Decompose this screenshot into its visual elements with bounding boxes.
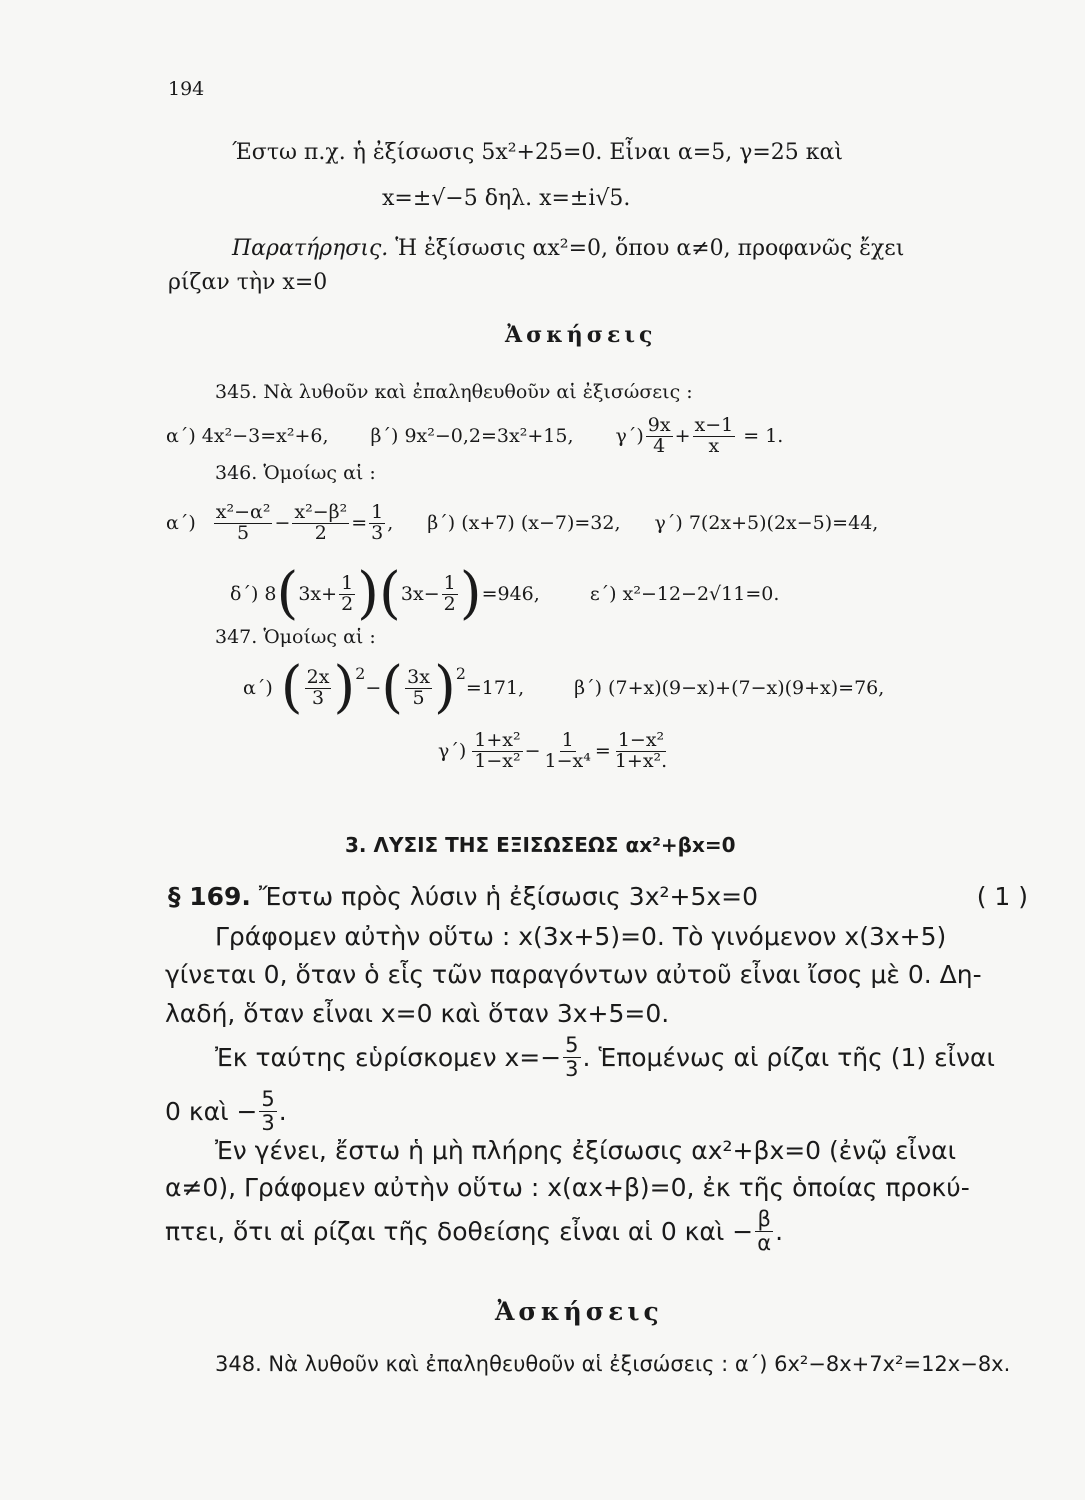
remark-text-1: Ἡ ἐξίσωσις αx²=0, ὅπου α≠0, προφανῶς ἔχει — [388, 236, 905, 261]
operator: = — [351, 512, 368, 534]
exercise-345-a: α΄) 4x²−3=x²+6, — [166, 425, 329, 447]
exercise-347-b: β΄) (7+x)(9−x)+(7−x)(9+x)=76, — [574, 677, 885, 699]
denominator: 1−x² — [474, 749, 521, 772]
exercise-346-row-1 — [166, 496, 1026, 550]
paragraph-169-line-7: Ἐν γένει, ἔστω ἡ μὴ πλήρης ἐξίσωσις αx²+βx=0 (ἐνῷ εἶναι — [215, 1136, 957, 1165]
exercise-346-a-label: α΄) — [166, 512, 196, 534]
intro-line-2: x=±√−5 δηλ. x=±i√5. — [382, 186, 631, 211]
fraction — [563, 1034, 580, 1079]
denominator: α — [757, 1230, 772, 1255]
numerator: x−1 — [694, 413, 734, 436]
exercise-346-d-term: 3x− — [400, 583, 440, 605]
numerator: 1−x² — [617, 728, 665, 751]
fraction — [339, 571, 355, 615]
exercise-345-head: 345. Νὰ λυθοῦν καὶ ἐπαληθευθοῦν αἱ ἐξισώσεις : — [215, 381, 693, 403]
operator: + — [674, 425, 691, 447]
denominator: 1−x⁴ — [544, 749, 591, 772]
denominator: x — [708, 434, 720, 457]
intro-line-1: Έστω π.χ. ἡ ἐξίσωσις 5x²+25=0. Εἶναι α=5, γ=25 καὶ — [232, 140, 844, 165]
numerator: x²−α² — [215, 500, 271, 523]
exercise-347-row-2 — [438, 722, 768, 780]
exercise-346-c: γ΄) 7(2x+5)(2x−5)=44, — [654, 512, 879, 534]
denominator: 5 — [237, 521, 250, 544]
fraction — [646, 413, 673, 457]
paren-open: ( — [381, 655, 404, 720]
fraction — [369, 500, 385, 544]
numerator: x²−β² — [294, 500, 348, 523]
paragraph-text: . — [278, 1096, 287, 1126]
exercise-348: 348. Νὰ λυθοῦν καὶ ἐπαληθευθοῦν αἱ ἐξισώσεις : α΄) 6x²−8x+7x²=12x−8x. — [215, 1352, 1011, 1376]
exercise-347-head: 347. Ὁμοίως αἱ : — [215, 626, 376, 648]
fraction — [305, 665, 332, 709]
denominator: 3 — [371, 521, 384, 544]
page-number: 194 — [168, 78, 205, 100]
paragraph-text: Ἔστω πρὸς λύσιν ἡ ἐξίσωσις 3x²+5x=0 — [250, 882, 759, 911]
paren-close: ) — [459, 561, 482, 626]
paren-open: ( — [379, 561, 401, 626]
paragraph-169-line-9 — [165, 1200, 783, 1262]
numerator: β — [757, 1207, 771, 1232]
paragraph-text: πτει, ὅτι αἱ ρίζαι τῆς δοθείσης εἶναι αἱ 0 καὶ − — [165, 1216, 754, 1246]
paragraph-169-line-5 — [215, 1026, 995, 1088]
denominator: 2 — [443, 592, 456, 615]
paragraph-169-line-4: λαδή, ὅταν εἶναι x=0 καὶ ὅταν 3x+5=0. — [165, 999, 670, 1028]
exercise-346-d-term: 3x+ — [298, 583, 338, 605]
paren-open: ( — [280, 655, 303, 720]
paren-open: ( — [276, 561, 299, 626]
paragraph-169-line-6 — [165, 1080, 287, 1142]
denominator: 3 — [565, 1056, 579, 1081]
exercise-345-row — [166, 410, 926, 462]
paragraph-text: Ἐκ ταύτης εὑρίσκομεν x=− — [215, 1042, 562, 1072]
numerator: 1 — [561, 728, 574, 751]
denominator: 4 — [653, 434, 666, 457]
fraction — [214, 500, 273, 544]
exercise-346-head: 346. Ὁμοίως αἱ : — [215, 462, 376, 484]
numerator: 9x — [647, 413, 671, 436]
exercise-346-row-2 — [230, 563, 930, 625]
fraction — [543, 728, 593, 772]
denominator: 1+x². — [614, 749, 668, 772]
numerator: 3x — [407, 665, 430, 688]
remark-label: Παρατήρησις. — [232, 236, 389, 261]
exercise-346-d-label: δ΄) 8 — [230, 583, 277, 605]
fraction — [755, 1208, 773, 1253]
equation-rhs: =946, — [481, 583, 540, 605]
fraction — [405, 665, 432, 709]
exercises-heading: Ἀσκήσεις — [505, 322, 657, 348]
paragraph-text: . — [775, 1216, 784, 1246]
paragraph-169-line-1 — [168, 882, 1028, 911]
exercise-347-c-label: γ΄) — [438, 740, 467, 762]
exponent: 2 — [355, 664, 366, 683]
fraction — [292, 500, 349, 544]
section-number: § 169. — [168, 882, 251, 911]
denominator: 3 — [261, 1110, 275, 1135]
equation-rhs: = 1. — [743, 425, 784, 447]
section-title: 3. ΛΥΣΙΣ ΤΗΣ ΕΞΙΣΩΣΕΩΣ αx²+βx=0 — [345, 833, 736, 857]
denominator: 3 — [311, 686, 325, 709]
operator: − — [524, 740, 541, 762]
paragraph-text: . Ἑπομένως αἱ ρίζαι τῆς (1) εἶναι — [582, 1042, 995, 1072]
denominator: 2 — [314, 521, 327, 544]
operator: − — [274, 512, 291, 534]
denominator: 2 — [341, 592, 354, 615]
equation-number: ( 1 ) — [976, 882, 1028, 911]
fraction — [472, 728, 522, 772]
equation-rhs: =171, — [465, 677, 525, 699]
numerator: 1 — [443, 571, 456, 594]
remark-line-1 — [232, 236, 904, 261]
numerator: 5 — [261, 1087, 275, 1112]
remark-line-2: ρίζαν τὴν x=0 — [168, 270, 328, 295]
exponent: 2 — [455, 664, 466, 683]
punctuation: , — [387, 512, 394, 534]
numerator: 2x — [306, 665, 330, 688]
exercise-346-b: β΄) (x+7) (x−7)=32, — [427, 512, 621, 534]
fraction — [442, 571, 458, 615]
numerator: 1 — [371, 500, 384, 523]
paragraph-text: 0 καὶ − — [165, 1096, 258, 1126]
exercises-heading: Ἀσκήσεις — [495, 1297, 663, 1326]
fraction — [613, 728, 669, 772]
fraction — [693, 413, 736, 457]
operator: − — [365, 677, 382, 699]
exercise-345-c-label: γ΄) — [615, 425, 644, 447]
operator: = — [594, 740, 611, 762]
paren-close: ) — [433, 655, 456, 720]
numerator: 1+x² — [474, 728, 521, 751]
paragraph-169-line-3: γίνεται 0, ὅταν ὁ εἷς τῶν παραγόντων αὐτοῦ εἶναι ἴσος μὲ 0. Δη- — [165, 960, 982, 989]
numerator: 1 — [341, 571, 354, 594]
exercise-345-b: β΄) 9x²−0,2=3x²+15, — [370, 425, 574, 447]
denominator: 5 — [412, 686, 425, 709]
paragraph-169-line-2: Γράφομεν αὐτὴν οὕτω : x(3x+5)=0. Τὸ γινόμενον x(3x+5) — [215, 922, 947, 951]
exercise-347-row-1 — [243, 656, 1003, 720]
paren-close: ) — [357, 561, 380, 626]
exercise-346-e: ε΄) x²−12−2√11=0. — [589, 583, 780, 605]
fraction — [259, 1088, 276, 1133]
paragraph-169-line-8: α≠0), Γράφομεν αὐτὴν οὕτω : x(αx+β)=0, ἐκ τῆς ὁποίας προκύ- — [165, 1173, 970, 1202]
exercise-347-a-label: α΄) — [243, 677, 273, 699]
numerator: 5 — [565, 1033, 579, 1058]
paren-close: ) — [333, 655, 356, 720]
